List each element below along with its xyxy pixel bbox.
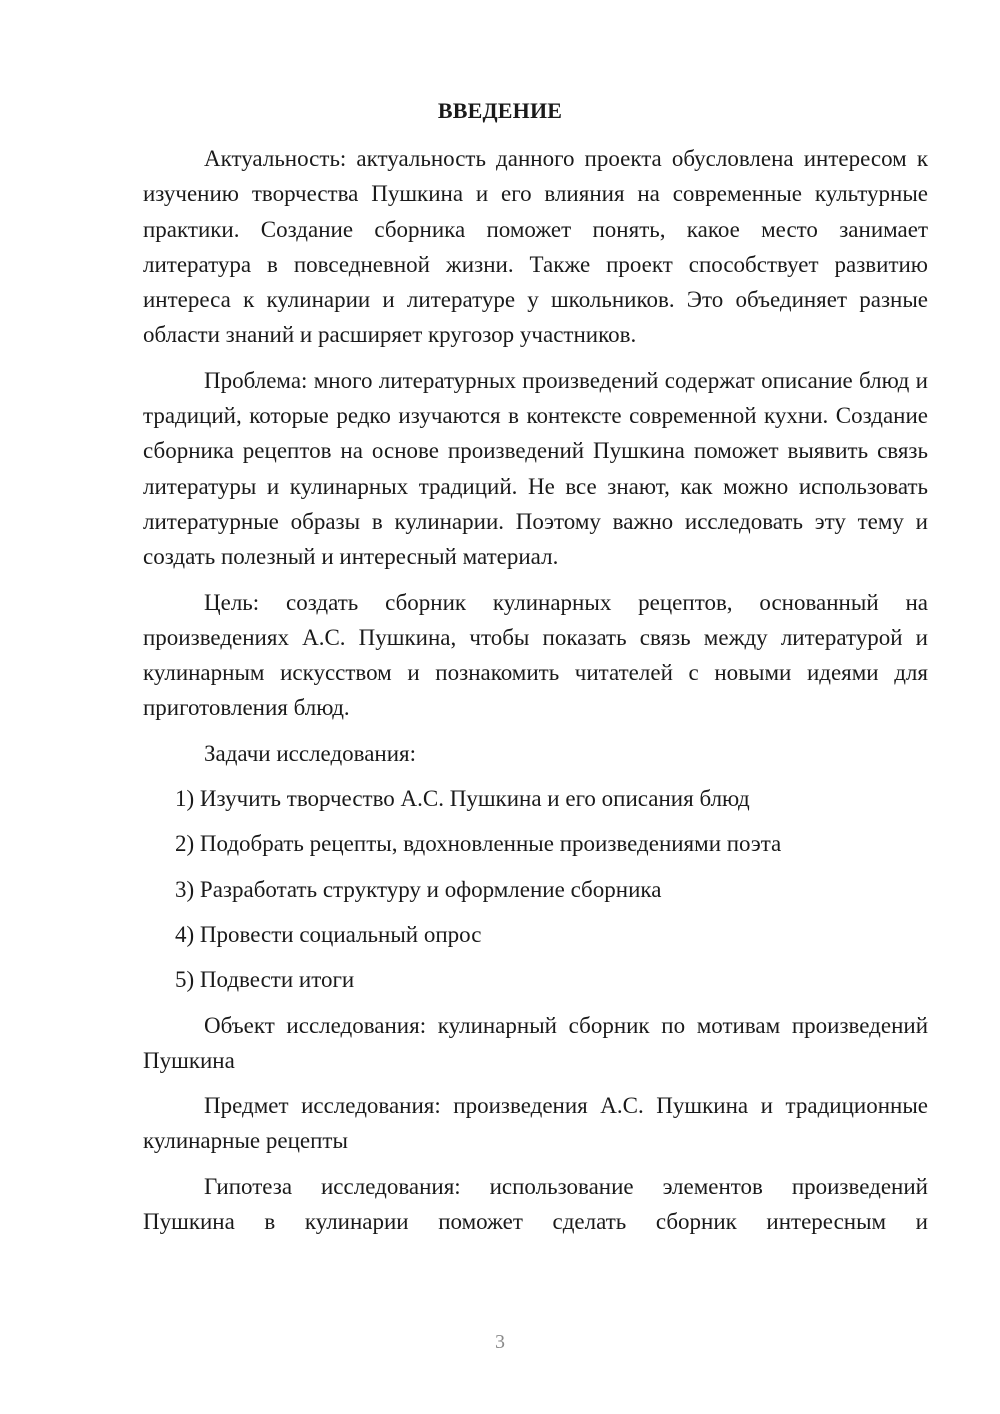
paragraph-problem: Проблема: много литературных произведений содержат описание блюд и традиций, которые редко изучаются в контексте современной кухни. Создание сборника рецептов на основе произведений Пушкина поможет выявить связь литературы и кулинарных традиций. Не все знают, как можно использовать литературные образы в кулинарии. Поэтому важно исследовать эту тему и создать полезный и интересный материал.	[143, 367, 928, 570]
task-item-3: 3) Разработать структуру и оформление сборника	[175, 876, 662, 902]
task-item-2: 2) Подобрать рецепты, вдохновленные произведениями поэта	[175, 831, 782, 857]
page-title: ВВЕДЕНИЕ	[437, 98, 563, 123]
paragraph-relevance: Актуальность: актуальность данного проекта обусловлена интересом к изучению творчества Пушкина и его влияния на современные культурные практики. Создание сборника поможет понять, какое место занимает литература в повседневной жизни. Также проект способствует развитию интереса к кулинарии и литературе у школьников. Это объединяет разные области знаний и расширяет кругозор участников.	[143, 146, 928, 348]
task-item-1: 1) Изучить творчество А.С. Пушкина и его описания блюд	[175, 786, 750, 812]
paragraph-goal: Цель: создать сборник кулинарных рецептов, основанный на произведениях А.С. Пушкина, чтобы показать связь между литературой и кулинарным искусством и познакомить читателей с новыми идеями для приготовления блюд.	[143, 589, 928, 721]
task-item-5: 5) Подвести итоги	[175, 967, 355, 993]
paragraph-subject: Предмет исследования: произведения А.С. Пушкина и традиционные кулинарные рецепты	[143, 1093, 928, 1154]
tasks-heading: Задачи исследования:	[204, 740, 417, 766]
paragraph-hypothesis: Гипотеза исследования: использование элементов произведений Пушкина в кулинарии поможет сделать сборник интересным и	[143, 1173, 928, 1235]
page-number: 3	[495, 1331, 505, 1353]
paragraph-object: Объект исследования: кулинарный сборник по мотивам произведений Пушкина	[143, 1012, 928, 1073]
document-body	[143, 141, 928, 1239]
task-item-4: 4) Провести социальный опрос	[175, 921, 482, 947]
